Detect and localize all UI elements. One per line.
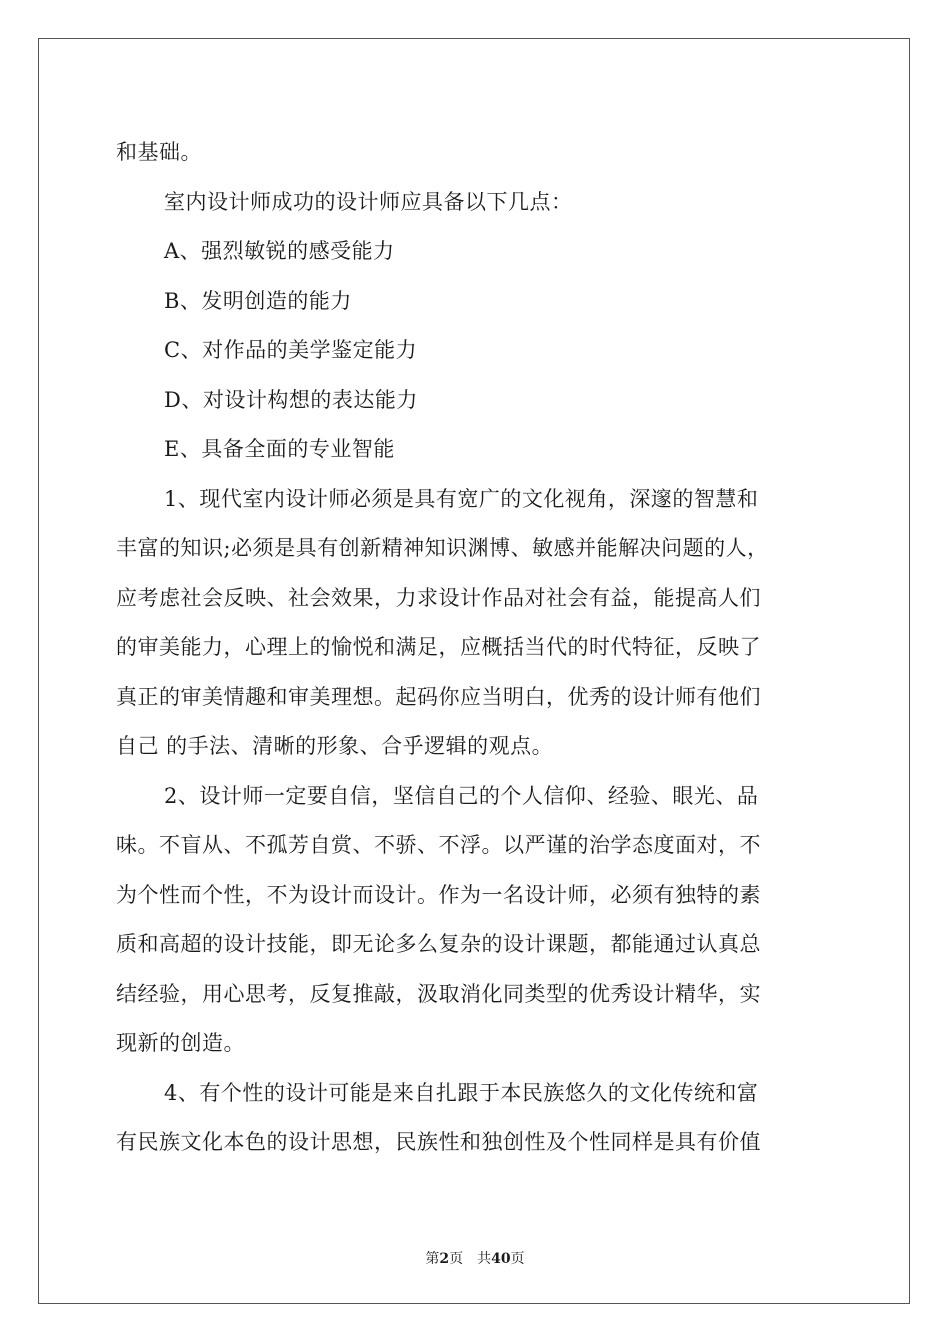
text-line: 和基础。 — [116, 140, 202, 164]
text-line: D、对设计构想的表达能力 — [164, 387, 418, 412]
text-line: A、强烈敏锐的感受能力 — [164, 239, 395, 263]
page-footer — [0, 1248, 950, 1268]
text-line: 应考虑社会反映、社会效果，力求设计作品对社会有益，能提高人们 — [116, 585, 761, 610]
text-line: E、具备全面的专业智能 — [164, 437, 395, 461]
text-line: 为个性而个性，不为设计而设计。作为一名设计师，必须有独特的素 — [116, 882, 761, 907]
text-line: 4、有个性的设计可能是来自扎跟于本民族悠久的文化传统和富 — [164, 1080, 759, 1105]
text-line: 质和高超的设计技能，即无论多么复杂的设计课题，都能通过认真总 — [116, 932, 761, 956]
text-line: B、发明创造的能力 — [164, 288, 352, 313]
document-body — [116, 128, 836, 1168]
footer-page-suffix: 页 — [449, 1251, 464, 1267]
text-line: 有民族文化本色的设计思想，民族性和独创性及个性同样是具有价值 — [116, 1130, 761, 1154]
text-line: 味。不盲从、不孤芳自赏、不骄、不浮。以严谨的治学态度面对，不 — [116, 833, 761, 857]
footer-total-prefix: 共 — [477, 1251, 492, 1267]
text-line: 丰富的知识;必须是具有创新精神知识渊博、敏感并能解决问题的人， — [116, 536, 769, 560]
text-line: 2、设计师一定要自信，坚信自己的个人信仰、经验、眼光、品 — [164, 783, 759, 808]
footer-total-pages: 40 — [491, 1251, 511, 1267]
text-line: 的审美能力，心理上的愉悦和满足，应概括当代的时代特征，反映了 — [116, 635, 761, 659]
text-line: 室内设计师成功的设计师应具备以下几点： — [164, 189, 573, 214]
footer-total-suffix: 页 — [510, 1251, 525, 1267]
text-line: 1、现代室内设计师必须是具有宽广的文化视角，深邃的智慧和 — [164, 486, 759, 511]
text-line: 现新的创造。 — [116, 1031, 245, 1055]
text-line: C、对作品的美学鉴定能力 — [164, 338, 418, 362]
text-line: 真正的审美情趣和审美理想。起码你应当明白，优秀的设计师有他们 — [116, 684, 761, 709]
text-line: 自己 的手法、清晰的形象、合乎逻辑的观点。 — [116, 734, 554, 758]
footer-page-number: 2 — [439, 1251, 450, 1267]
text-line: 结经验，用心思考，反复推敲，汲取消化同类型的优秀设计精华，实 — [116, 981, 761, 1006]
footer-page-prefix: 第 — [425, 1251, 440, 1267]
